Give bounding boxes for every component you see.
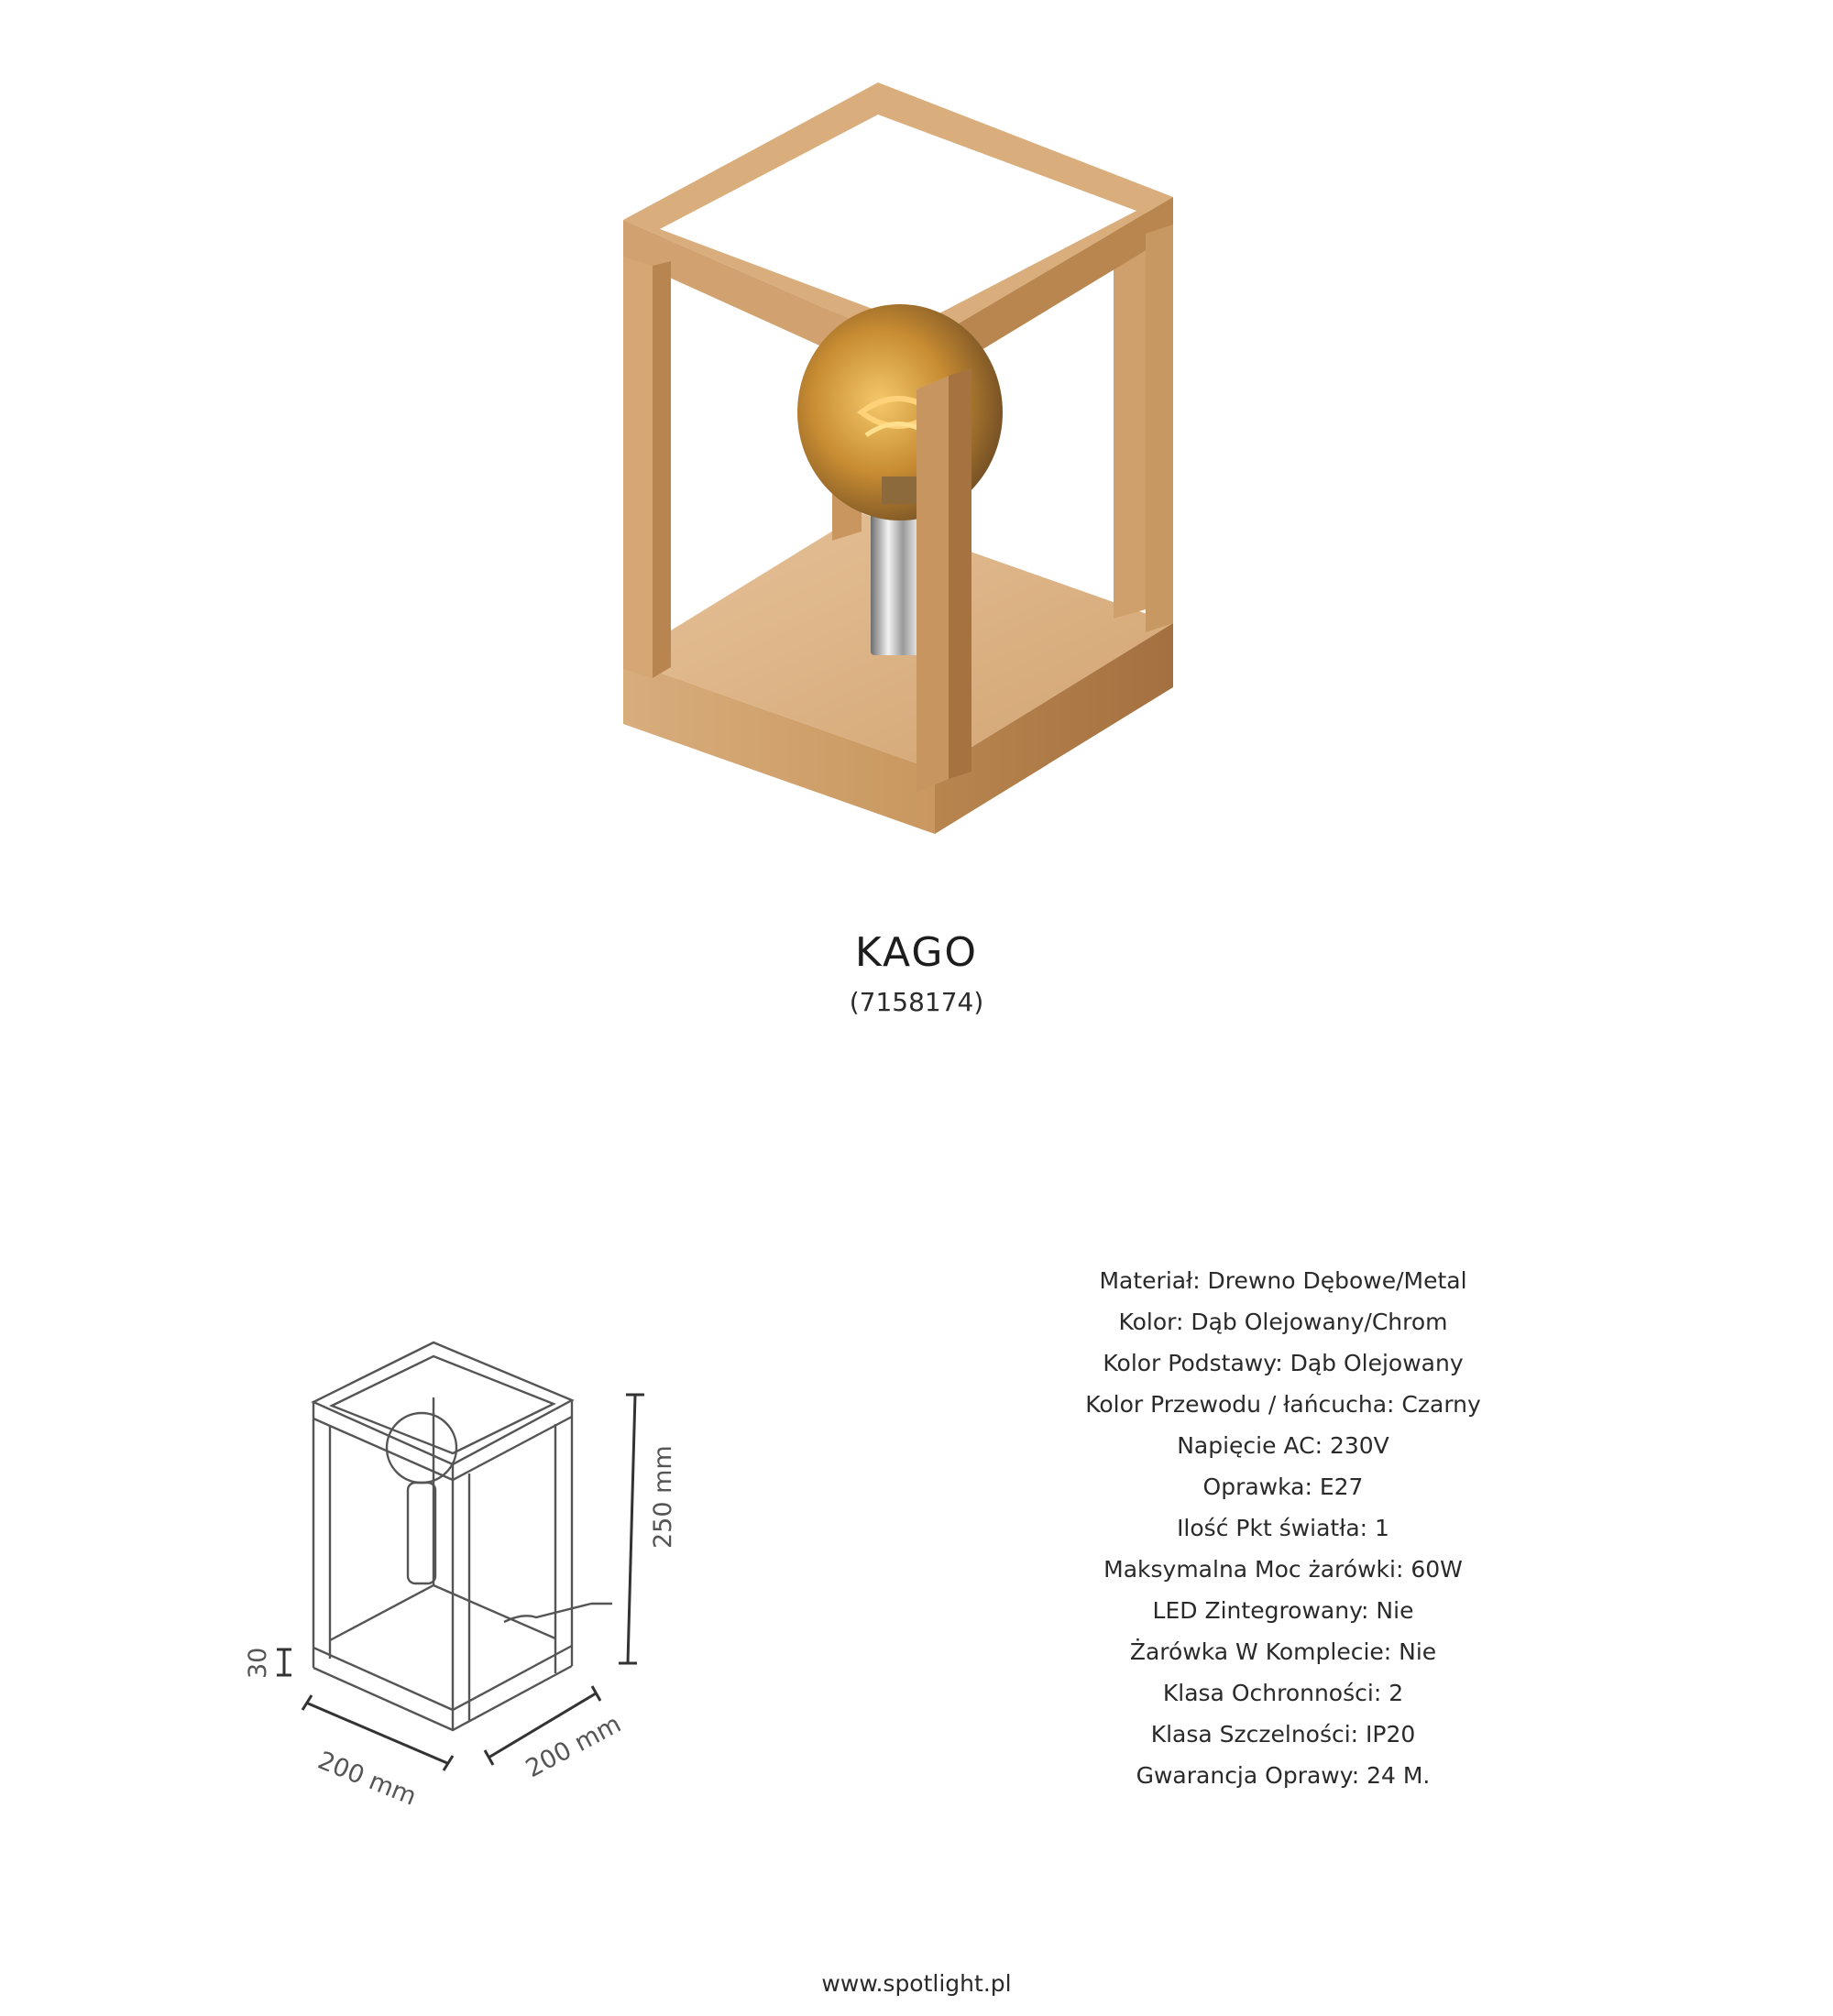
- footer-website: www.spotlight.pl: [821, 1970, 1012, 1997]
- spec-item: LED Zintegrowany: Nie: [1152, 1597, 1414, 1624]
- product-heading: [0, 926, 1833, 1021]
- spec-item: Oprawka: E27: [1202, 1474, 1364, 1500]
- spec-item: Kolor: Dąb Olejowany/Chrom: [1118, 1309, 1448, 1335]
- depth-label: 200 mm: [521, 1709, 626, 1784]
- base-height-dimension: [277, 1649, 291, 1675]
- product-name: KAGO: [854, 929, 979, 976]
- lamp-outline: [313, 1342, 612, 1730]
- spec-item: Klasa Szczelności: IP20: [1150, 1721, 1416, 1748]
- spec-item: Maksymalna Moc żarówki: 60W: [1103, 1556, 1463, 1583]
- spec-item: Gwarancja Oprawy: 24 M.: [1136, 1762, 1431, 1789]
- base-height-label: 30: [244, 1647, 272, 1679]
- dimension-drawing: [229, 1310, 706, 1812]
- height-label: 250 mm: [649, 1445, 677, 1549]
- spec-item: Napięcie AC: 230V: [1177, 1432, 1389, 1459]
- spec-list: [1017, 1260, 1549, 1796]
- spec-item: Żarówka W Komplecie: Nie: [1129, 1638, 1437, 1665]
- spec-item: Kolor Podstawy: Dąb Olejowany: [1103, 1350, 1464, 1376]
- spec-item: Klasa Ochronności: 2: [1162, 1680, 1404, 1706]
- product-code: (7158174): [849, 987, 984, 1017]
- spec-item: Materiał: Drewno Dębowe/Metal: [1099, 1267, 1467, 1294]
- spec-item: Kolor Przewodu / łańcucha: Czarny: [1085, 1391, 1481, 1418]
- height-dimension: [619, 1395, 644, 1663]
- product-photo: [587, 73, 1246, 861]
- bulb: [797, 304, 1003, 520]
- spec-item: Ilość Pkt światła: 1: [1177, 1515, 1389, 1541]
- width-label: 200 mm: [313, 1746, 421, 1812]
